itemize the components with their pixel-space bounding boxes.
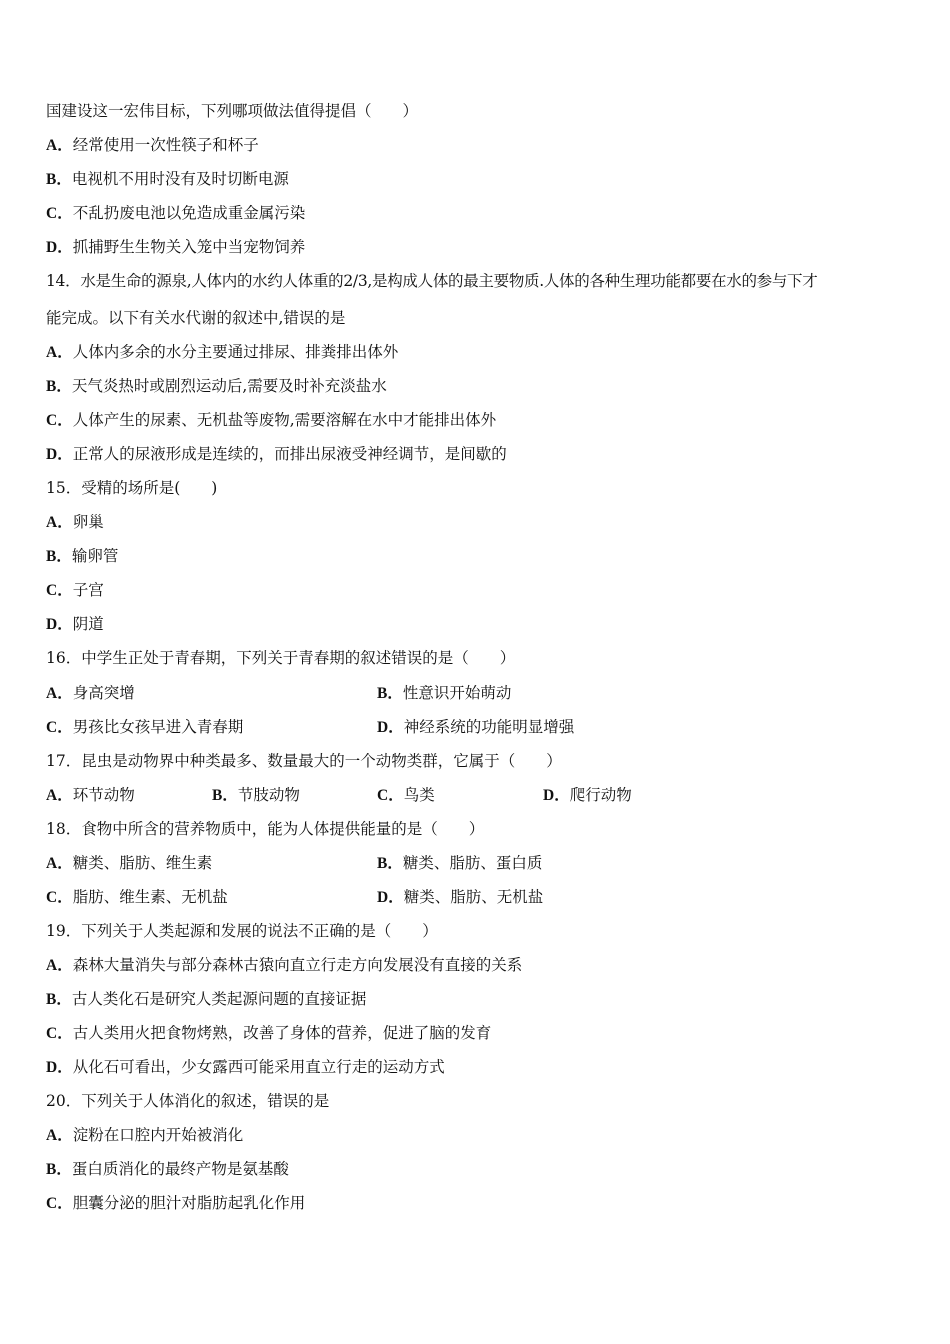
q17-option-a: A．环节动物 xyxy=(46,786,135,804)
q16-option-d: D．神经系统的功能明显增强 xyxy=(377,718,575,736)
q16-option-a: A．身高突增 xyxy=(46,684,135,702)
q15-stem: 15．受精的场所是( ) xyxy=(46,479,218,497)
q17-option-b: B．节肢动物 xyxy=(212,786,300,804)
q19-option-c: C．古人类用火把食物烤熟，改善了身体的营养，促进了脑的发育 xyxy=(46,1024,492,1042)
q14-option-d: D．正常人的尿液形成是连续的，而排出尿液受神经调节，是间歇的 xyxy=(46,445,507,463)
q16-option-c: C．男孩比女孩早进入青春期 xyxy=(46,718,244,736)
q19-option-d: D．从化石可看出，少女露西可能采用直立行走的运动方式 xyxy=(46,1058,445,1076)
q20-option-a: A．淀粉在口腔内开始被消化 xyxy=(46,1126,244,1144)
q16-stem: 16．中学生正处于青春期，下列关于青春期的叙述错误的是（ ） xyxy=(46,649,516,667)
q18-option-b: B．糖类、脂肪、蛋白质 xyxy=(377,854,543,872)
q17-option-d: D．爬行动物 xyxy=(543,786,632,804)
q13-option-d: D．抓捕野生生物关入笼中当宠物饲养 xyxy=(46,238,306,256)
q17-option-c: C．鸟类 xyxy=(377,786,435,804)
q18-option-a: A．糖类、脂肪、维生素 xyxy=(46,854,213,872)
q14-option-a: A．人体内多余的水分主要通过排尿、排粪排出体外 xyxy=(46,343,399,361)
q18-option-d: D．糖类、脂肪、无机盐 xyxy=(377,888,544,906)
q15-option-b: B．输卵管 xyxy=(46,547,119,565)
q19-stem: 19．下列关于人类起源和发展的说法不正确的是（ ） xyxy=(46,922,438,940)
q14-stem-line1: 14．水是生命的源泉,人体内的水约人体重的2/3,是构成人体的最主要物质.人体的各种生理功能都要在水的参与下才 xyxy=(46,272,818,290)
q13-stem: 国建设这一宏伟目标，下列哪项做法值得提倡（ ） xyxy=(46,102,419,120)
q13-option-a: A．经常使用一次性筷子和杯子 xyxy=(46,136,259,154)
q19-option-b: B．古人类化石是研究人类起源问题的直接证据 xyxy=(46,990,367,1008)
q15-option-c: C．子宫 xyxy=(46,581,104,599)
q20-option-b: B．蛋白质消化的最终产物是氨基酸 xyxy=(46,1160,289,1178)
q17-stem: 17．昆虫是动物界中种类最多、数量最大的一个动物类群，它属于（ ） xyxy=(46,752,562,770)
q18-stem: 18．食物中所含的营养物质中，能为人体提供能量的是（ ） xyxy=(46,820,485,838)
q20-stem: 20．下列关于人体消化的叙述，错误的是 xyxy=(46,1092,330,1110)
q20-option-c: C．胆囊分泌的胆汁对脂肪起乳化作用 xyxy=(46,1194,306,1212)
q14-stem-line2: 能完成。以下有关水代谢的叙述中,错误的是 xyxy=(46,309,346,327)
q14-option-b: B．天气炎热时或剧烈运动后,需要及时补充淡盐水 xyxy=(46,377,387,395)
q19-option-a: A．森林大量消失与部分森林古猿向直立行走方向发展没有直接的关系 xyxy=(46,956,523,974)
q14-option-c: C．人体产生的尿素、无机盐等废物,需要溶解在水中才能排出体外 xyxy=(46,411,497,429)
q16-option-b: B．性意识开始萌动 xyxy=(377,684,512,702)
q13-option-c: C．不乱扔废电池以免造成重金属污染 xyxy=(46,204,306,222)
q15-option-d: D．阴道 xyxy=(46,615,104,633)
q18-option-c: C．脂肪、维生素、无机盐 xyxy=(46,888,228,906)
q15-option-a: A．卵巢 xyxy=(46,513,104,531)
q13-option-b: B．电视机不用时没有及时切断电源 xyxy=(46,170,289,188)
